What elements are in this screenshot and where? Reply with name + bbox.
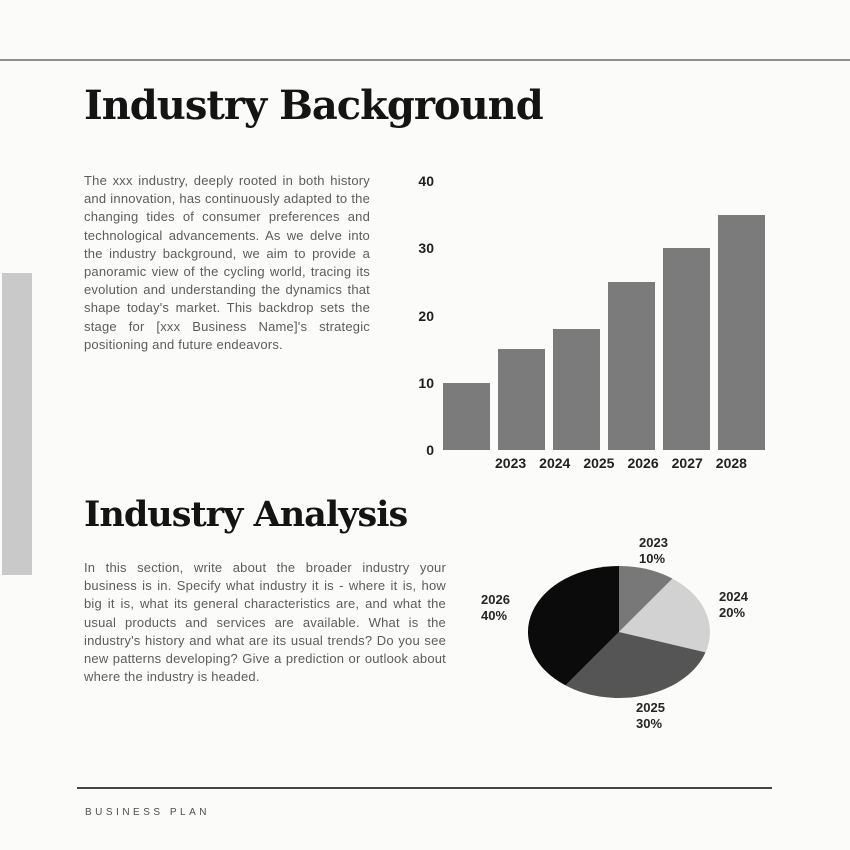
x-tick-label: 2025: [583, 455, 615, 471]
bar-chart-xlabels: [495, 455, 747, 471]
footer-divider: [77, 787, 772, 789]
y-tick-label: 40: [418, 173, 434, 189]
pie-label-percent: 20%: [719, 604, 746, 620]
pie-chart-svg: [519, 562, 719, 702]
footer-label: BUSINESS PLAN: [85, 807, 210, 818]
x-tick-label: 2023: [495, 455, 527, 471]
left-accent-bar: [2, 273, 32, 575]
pie-label-year: 2023: [639, 535, 668, 550]
bar-2024: [498, 349, 545, 450]
section1-title: Industry Background: [84, 82, 543, 129]
bar-2027: [663, 248, 710, 450]
section2-paragraph: In this section, write about the broader industry your business is in. Specify what industry it is - where it is, how big it is, what its general characteristics are, and what the usual products and services are available. What is the industry's history and what are its usual trends? Do you see new patterns developing? Give a prediction or outlook about where the industry is headed.: [84, 560, 446, 685]
x-tick-label: 2028: [715, 455, 747, 471]
pie-label-year: 2025: [636, 700, 665, 715]
y-tick-label: 10: [418, 374, 434, 391]
pie-label-2025: [636, 700, 665, 731]
bar-chart: [408, 168, 773, 471]
bar-2026: [608, 282, 655, 450]
pie-label-2026: [481, 592, 510, 623]
pie-label-year: 2026: [481, 592, 510, 607]
pie-label-percent: 30%: [636, 715, 663, 731]
pie-label-percent: 40%: [481, 607, 508, 623]
pie-label-year: 2024: [719, 589, 748, 604]
bar-2025: [553, 329, 600, 450]
pie-label-2023: [639, 535, 668, 566]
y-tick-label: 20: [418, 307, 434, 324]
x-tick-label: 2024: [539, 455, 571, 471]
pie-label-percent: 10%: [639, 550, 666, 566]
y-tick-label: 0: [426, 442, 434, 458]
bar-chart-bars: [443, 215, 765, 450]
bar-2028: [718, 215, 765, 450]
x-tick-label: 2026: [627, 455, 659, 471]
x-tick-label: 2027: [671, 455, 703, 471]
y-tick-label: 30: [418, 240, 434, 257]
section1-paragraph: The xxx industry, deeply rooted in both history and innovation, has continuously adapted to the changing tides of consumer preferences and technological advancements. As we delve into the industry background, we aim to provide a panoramic view of the cycling world, tracing its evolution and understanding the dynamics that shape today's market. This backdrop sets the stage for [xxx Business Name]'s strategic positioning and future endeavors.: [84, 173, 370, 352]
pie-label-2024: [719, 589, 748, 620]
section2-title: Industry Analysis: [84, 494, 408, 535]
bar-2023: [443, 383, 490, 450]
top-divider: [0, 59, 850, 61]
